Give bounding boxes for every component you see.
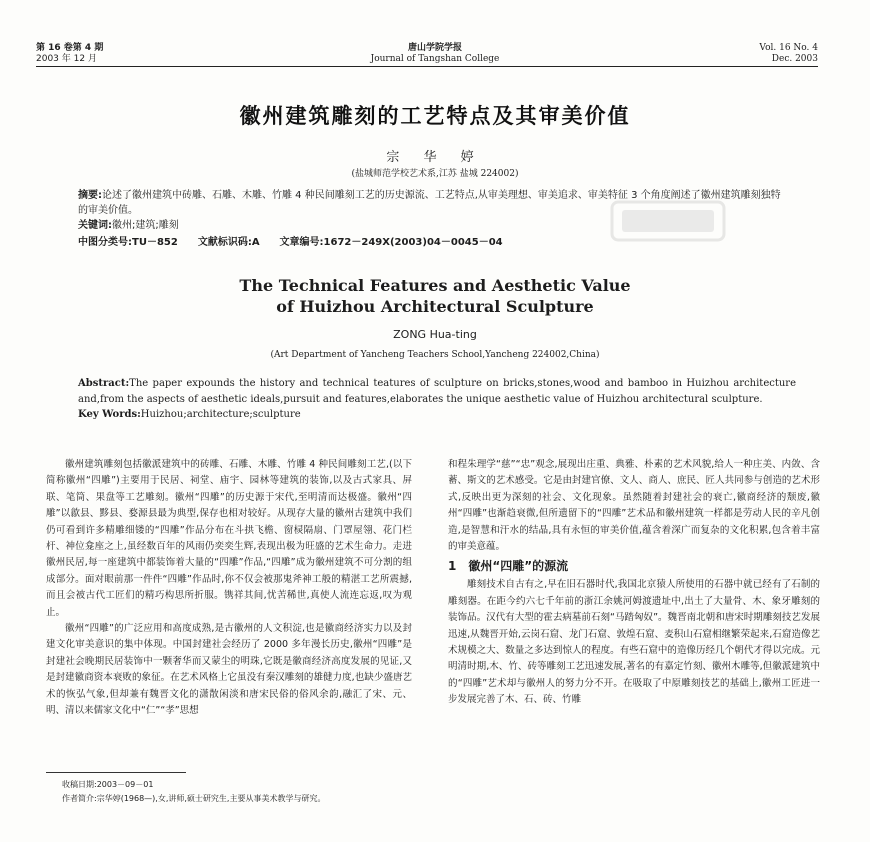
keywords-en-label: Key Words: (78, 409, 141, 420)
footnote-rule (46, 772, 186, 773)
section-heading: 1 徽州“四雕”的源流 (448, 559, 569, 574)
keywords-en (78, 407, 796, 423)
header-rule (36, 66, 818, 67)
body-paragraph: 徽州建筑雕刻包括徽派建筑中的砖雕、石雕、木雕、竹雕 4 种民间雕刻工艺,(以下简称徽州“四雕”)主要用于民居、祠堂、庙宇、园林等建筑的装饰,以及古式家具、屏联、笔筒、果盘等工艺雕刻。徽州“四雕”的历史源于宋代,至明清而达极盛。徽州“四雕”以歙县、黟县、婺源县最为典型,保存也相对较好。从现存大量的徽州古建筑中我们仍可看到许多精雕细镂的“四雕”作品分布在斗拱飞檐、窗棂隔扇、门罩屋翎、花门栏杆、神位龛座之上,虽经数百年的风雨仍奕奕生辉,表现出极为旺盛的艺术生命力。走进徽州民居,每一座建筑中都装饰着大量的“四雕”作品,“四雕”成为徽州建筑不可分割的组成部分。面对眼前那一件件“四雕”作品时,你不仅会被那鬼斧神工般的精湛工艺所震撼,而且会被古代工匠们的精巧构思所折服。镌祥其间,忧苦稀世,真使人流连忘返,叹为观止。 (46, 459, 412, 618)
abstract-cn-text: 论述了徽州建筑中砖雕、石雕、木雕、竹雕 4 种民间雕刻工艺的历史源流、工艺特点,从审美理想、审美追求、审美特征 3 个角度阐述了徽州建筑雕刻独特的审美价值。 (78, 190, 781, 216)
abstract-en-text: The paper expounds the history and technical teatures of sculpture on bricks,stones,wood and bamboo in Huizhou architecture and,from the aspects of aesthetic ideals,pursuit and features,elaborates the unique aesthetic value of Huizhou architectural sculpture. (78, 378, 796, 405)
footnote-received: 收稿日期:2003－09－01 (62, 780, 154, 789)
paper-title-cn: 徽州建筑雕刻的工艺特点及其审美价值 (239, 104, 631, 128)
abstract-en-label: Abstract: (78, 378, 130, 389)
keywords-cn-text: 徽州;建筑;雕刻 (112, 220, 179, 231)
watermark-stamp (608, 196, 728, 246)
affiliation-cn: (盐城师范学校艺术系,江苏 盐城 224002) (351, 169, 519, 179)
abstract-en-body (78, 376, 796, 407)
body-paragraph: 徽州“四雕”的广泛应用和高度成熟,是古徽州的人文积淀,也是徽商经济实力以及封建文化审美意识的集中体现。中国封建社会经历了 2000 多年漫长历史,徽州“四雕”是封建社会晚期民居装饰中一颗奢华而又蒙尘的明珠,它既是徽商经济高度发展的见证,又是封建徽商资本衰败的象征。在艺术风格上它虽没有秦汉雕刻的雄健力度,也缺少盛唐艺术的恢弘气象,但却兼有魏晋文化的潇散闲淡和唐宋民俗的俗风余韵,融汇了宋、元、明、清以来儒家文化中“仁”“孝”思想 (46, 623, 412, 717)
author-name-cn: 宗 华 婷 (386, 150, 484, 165)
body-paragraph: 和程朱理学“慈”“忠”观念,展现出庄重、典雅、朴素的艺术风貌,给人一种庄美、内敛、含蓄、斯文的艺术感受。它是由封建官僚、文人、商人、庶民、匠人共同参与创造的艺术形式,反映出更为深刻的社会、文化现象。虽然随着封建社会的衰亡,徽商经济的颓废,徽州“四雕”也渐趋衰微,但所遗留下的“四雕”艺术品和徽州建筑一样都是劳动人民的辛凡创造,是智慧和汗水的结晶,具有永恒的审美价值,蕴含着深广而复杂的文化积累,包含着丰富的审美意蕴。 (448, 459, 820, 553)
body-column-right (448, 457, 820, 709)
issue-date: 2003 年 12 月 (36, 54, 97, 64)
issue-date-en: Dec. 2003 (771, 54, 818, 64)
abstract-cn-label: 摘要: (78, 190, 102, 201)
footnote-author-bio: 作者简介:宗华婷(1968—),女,讲师,硕士研究生,主要从事美术教学与研究。 (62, 794, 326, 803)
issue-volume-en: Vol. 16 No. 4 (759, 43, 818, 53)
journal-name-cn: 唐山学院学报 (407, 43, 462, 53)
journal-name (300, 43, 570, 65)
paper-title-en (0, 275, 870, 317)
journal-issue-en (759, 43, 818, 65)
paper-title-en-line2: of Huizhou Architectural Sculpture (276, 297, 594, 316)
keywords-en-text: Huizhou;architecture;sculpture (140, 409, 301, 420)
classification-line: 中图分类号:TU－852 文献标识码:A 文章编号:1672－249X(2003)04－0045－04 (78, 237, 503, 248)
affiliation-en: (Art Department of Yancheng Teachers School,Yancheng 224002,China) (270, 350, 600, 360)
journal-name-en: Journal of Tangshan College (370, 54, 500, 64)
journal-issue-cn (36, 43, 103, 65)
author-name-en: ZONG Hua-ting (393, 328, 477, 341)
issue-volume: 第 16 卷第 4 期 (36, 43, 104, 53)
abstract-en (78, 376, 796, 423)
keywords-cn-label: 关键词: (78, 220, 112, 231)
paper-title-en-line1: The Technical Features and Aesthetic Value (239, 276, 631, 295)
body-paragraph: 雕刻技术自古有之,早在旧石器时代,我国北京猿人所使用的石器中就已经有了石制的雕刻器。在距今约六七千年前的浙江余姚河姆渡遗址中,出土了大量骨、木、象牙雕刻的装饰品。汉代有大型的霍去病墓前石刻“马踏匈奴”。魏晋南北朝和唐宋时期雕刻技艺发展迅速,从魏晋开始,云岗石窟、龙门石窟、敦煌石窟、麦积山石窟相继繁荣起来,石窟造像艺术规模之大、数量之多达到惊人的程度。有些石窟中的造像历经几个朝代才得以完成。元明清时期,木、竹、砖等雕刻工艺迅速发展,著名的有嘉定竹刻、徽州木雕等,但徽派建筑中的“四雕”艺术却与徽州人的努力分不开。在吸取了中原雕刻技艺的基础上,徽州工匠进一步发展完善了木、石、砖、竹雕 (448, 579, 820, 706)
body-column-left (46, 457, 412, 720)
